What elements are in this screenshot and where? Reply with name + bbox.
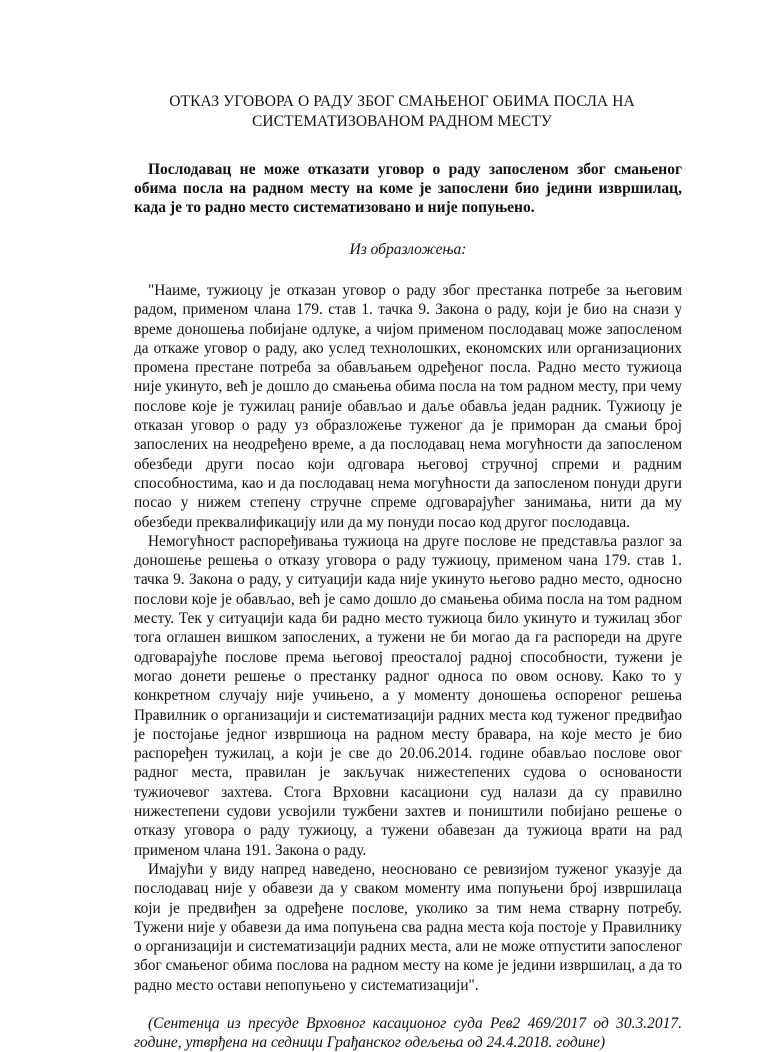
reasons-heading: Из образложења: xyxy=(349,241,467,258)
source-note: (Сентенца из пресуде Врховног касационог суда Рев2 469/2017 од 30.3.2017. године, утврђена на седници Грађанског одељења од 24.4.2018. године) xyxy=(134,1014,682,1051)
summary-text: Послодавац не може отказати уговор о раду запосленом због смањеног обима посла на радном месту на коме је запослени био једини извршилац, када је то радно место систематизовано и није попуњено. xyxy=(134,161,682,216)
document-title xyxy=(134,92,682,132)
body-text xyxy=(134,281,682,995)
paragraph-3: Имајући у виду напред наведено, неосновано се ревизијом туженог указује да послодавац није у обавези да у сваком моменту има попуњени број извршилаца који је предвиђен за одређене послове, уколико за тим нема стварну потребу. Тужени није у обавези да има попуњена сва радна места која постоје у Правилнику о организацији и систематизацији радних места, али не може отпустити запосленог због смањеног обима послова на радном месту на коме је једини извршилац, а да то радно место остави непопуњено у систематизацији". xyxy=(134,860,682,994)
title-line-1: ОТКАЗ УГОВОРА О РАДУ ЗБОГ СМАЊЕНОГ ОБИМА ПОСЛА НА xyxy=(169,93,635,110)
legal-summary xyxy=(134,160,682,217)
paragraph-1: "Наиме, тужиоцу је отказан уговор о раду због престанка потребе за његовим радом, применом члана 179. став 1. тачка 9. Закона о раду, који је био на снази у време доношења побијане одлуке, а чијом применом послодавац може запосленом да откаже уговор о раду, ако услед технолошких, економских или организационих промена престане потреба за обављањем одређеног посла. Радно место тужиоца није укинуто, већ је дошло до смањења обима посла на том радном месту, при чему послове које је тужилац раније обављао и даље обавља један радник. Тужиоцу је отказан уговор о раду уз образложење туженог да је приморан да смањи број запослених на неодређено време, а да послодавац нема могућности да запосленом обезбеди други посао који одговара његовој стручној спреми и радним способностима, као и да послодавац нема могућности да запосленом понуди други посао у нижем степену стручне спреме одговарајућег занимања, нити да му обезбеди преквалификацију или да му понуди посао код другог послодавца. xyxy=(134,282,682,531)
paragraph-2: Немогућност распоређивања тужиоца на друге послове не представља разлог за доношење решења о отказу уговора о раду тужиоцу, применом чана 179. став 1. тачка 9. Закона о раду, у ситуацији када није укинуто његово радно место, односно послови које је обављао, већ је само дошло до смањења обима посла на том радном месту. Тек у ситуацији када би радно место тужиоца било укинуто и тужилац због тога оглашен вишком запослених, а тужени не би могао да га распореди на друге одговарајуће послове према његовој преосталој радној способности, тужени је могао донети решење о престанку радног односа по овом основу. Како то у конкретном случају није учињено, а у моменту доношења оспореног решења Правилник о организацији и систематизацији радних места код туженог предвиђао је постојање једног извршиоца на радном месту бравара, на које место је био распоређен тужилац, а који је све до 20.06.2014. године обављао послове овог радног места, правилан је закључак нижестепених судова о основаности тужиочевог захтева. Стога Врховни касациони суд налази да су правилно нижестепени судови усвојили тужбени захтев и поништили побијано решење о отказу уговора о раду тужиоцу, а тужени обавезан да тужиоца врати на рад применом члана 191. Закона о раду. xyxy=(134,532,682,859)
title-line-2: СИСТЕМАТИЗОВАНОМ РАДНОМ МЕСТУ xyxy=(251,113,553,130)
